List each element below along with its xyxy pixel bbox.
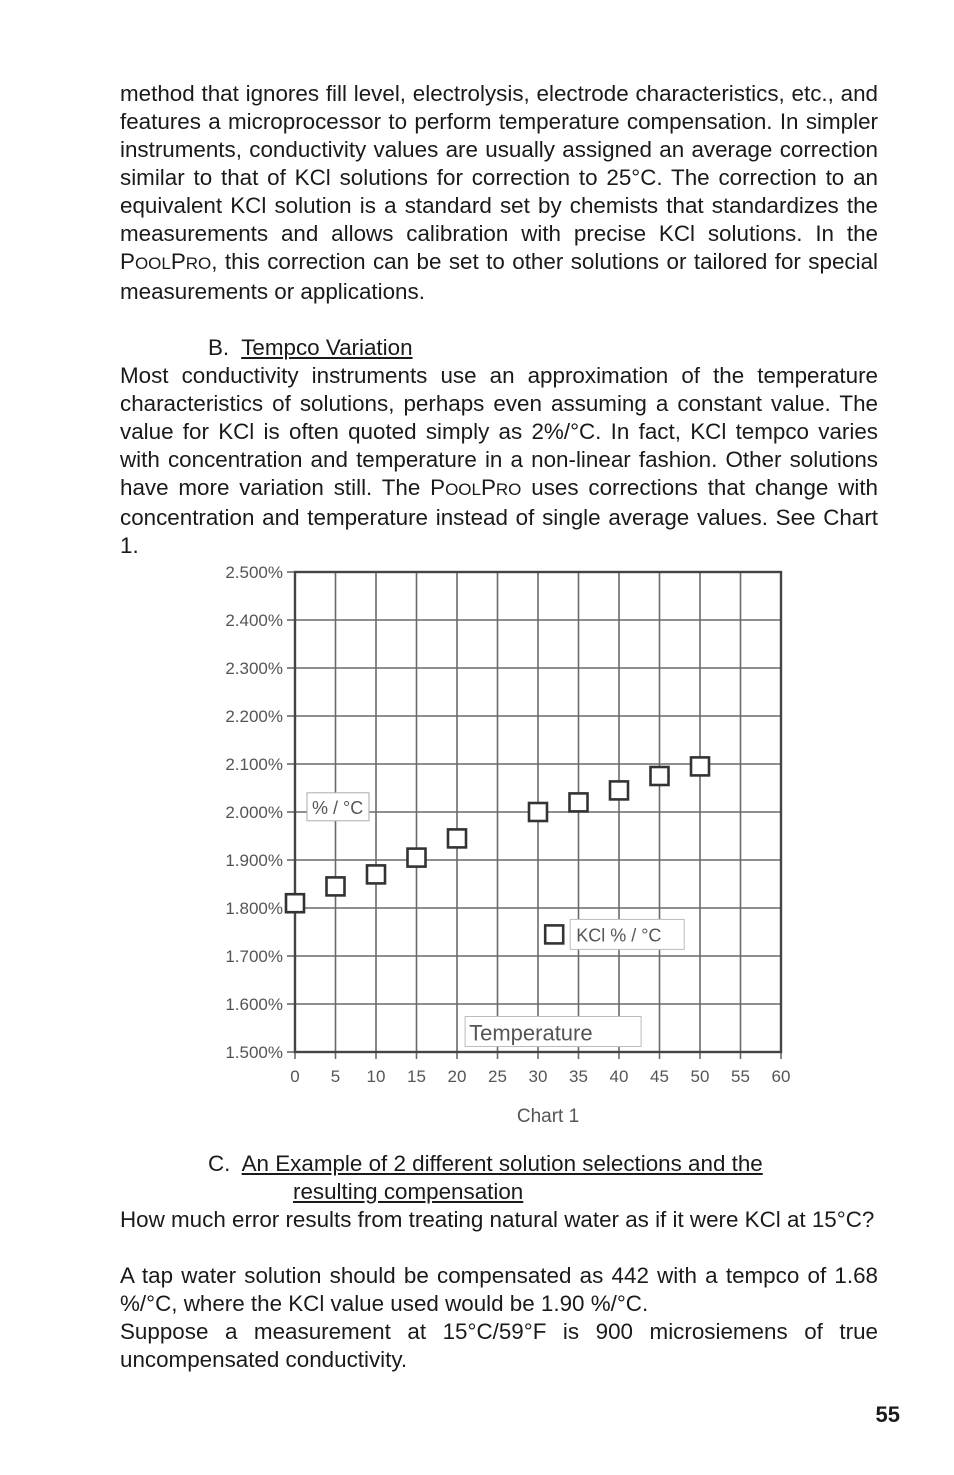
x-tick-label: 10 xyxy=(366,1067,386,1086)
y-axis-label: % / °C xyxy=(312,797,364,818)
y-tick-label: 2.500% xyxy=(225,566,283,582)
data-point xyxy=(651,767,669,785)
x-tick-label: 50 xyxy=(690,1067,710,1086)
section-b-heading xyxy=(120,334,878,362)
legend-marker xyxy=(545,925,563,943)
paragraph-tempco-text: Most conductivity instruments use an approximation of the temperature characteristics of solutions, perhaps even assuming a constant value. The value for KCl is often quoted simply as 2%/°C. In fact, KCl tempco varies with concentration and temperature in a non-linear fashion. Other solutions have more variation still. The xyxy=(120,363,878,500)
x-tick-label: 30 xyxy=(528,1067,548,1086)
y-tick-label: 2.000% xyxy=(225,803,283,822)
y-tick-label: 2.200% xyxy=(225,707,283,726)
paragraph-tempco-tail: uses corrections that change with concentration and temperature instead of single average values. See Chart 1. xyxy=(120,475,879,558)
data-point xyxy=(286,894,304,912)
section-c-title-line1: An Example of 2 different solution selections and the xyxy=(241,1151,763,1176)
chart-svg xyxy=(120,566,878,1146)
paragraph-intro-tail: , this correction can be set to other solutions or tailored for special measurements or applications. xyxy=(120,249,878,304)
y-tick-label: 1.600% xyxy=(225,995,283,1014)
x-tick-label: 20 xyxy=(447,1067,467,1086)
y-tick-label: 1.800% xyxy=(225,899,283,918)
section-b-title: Tempco Variation xyxy=(241,335,413,360)
paragraph-intro xyxy=(120,80,878,306)
page-content xyxy=(120,80,878,1374)
brand-poolpro-2: POOLPRO xyxy=(430,475,522,500)
x-tick-label: 15 xyxy=(407,1067,426,1086)
data-point xyxy=(448,829,466,847)
data-point xyxy=(367,865,385,883)
data-point xyxy=(610,781,628,799)
x-tick-label: 0 xyxy=(290,1067,300,1086)
x-tick-label: 40 xyxy=(609,1067,629,1086)
section-c-heading xyxy=(120,1150,878,1206)
y-tick-label: 2.300% xyxy=(225,659,283,678)
paragraph-tempco xyxy=(120,362,878,560)
paragraph-question: How much error results from treating natural water as if it were KCl at 15°C? xyxy=(120,1207,875,1232)
y-tick-label: 2.400% xyxy=(225,611,283,630)
page-number: 55 xyxy=(875,1402,900,1427)
section-b-letter: B. xyxy=(208,335,230,360)
data-point xyxy=(570,793,588,811)
x-tick-label: 35 xyxy=(569,1067,588,1086)
data-point xyxy=(691,757,709,775)
paragraph-tap-water: A tap water solution should be compensated as 442 with a tempco of 1.68 %/°C, where the KCl value used would be 1.90 %/°C. xyxy=(120,1263,878,1316)
paragraph-intro-text: method that ignores fill level, electrolysis, electrode characteristics, etc., and features a microprocessor to perform temperature compensation. In simpler instruments, conductivity values are usually assigned an average correction similar to that of KCl solutions for correction to 25°C. The correction to an equivalent KCl solution is a standard set by chemists that standardizes the measurements and allows calibration with precise KCl solutions. In the xyxy=(120,81,878,246)
x-tick-label: 25 xyxy=(488,1067,507,1086)
brand-poolpro: POOLPRO xyxy=(120,249,212,274)
data-point xyxy=(408,849,426,867)
legend-label: KCl % / °C xyxy=(576,925,662,946)
x-axis-label: Temperature xyxy=(469,1020,593,1046)
chart-1 xyxy=(120,566,878,1146)
x-tick-label: 5 xyxy=(330,1067,341,1086)
x-tick-label: 55 xyxy=(731,1067,750,1086)
data-point xyxy=(529,803,547,821)
chart-caption: Chart 1 xyxy=(516,1106,580,1127)
y-tick-label: 1.500% xyxy=(225,1043,283,1062)
y-tick-label: 1.700% xyxy=(225,947,283,966)
section-c-letter: C. xyxy=(208,1151,231,1176)
y-tick-label: 1.900% xyxy=(225,851,283,870)
paragraph-measurement: Suppose a measurement at 15°C/59°F is 900 microsiemens of true uncompensated conductivity. xyxy=(120,1319,878,1372)
y-tick-label: 2.100% xyxy=(225,755,283,774)
data-point xyxy=(327,877,345,895)
section-c-title-line2: resulting compensation xyxy=(293,1179,524,1204)
x-tick-label: 45 xyxy=(650,1067,669,1086)
x-tick-label: 60 xyxy=(771,1067,791,1086)
